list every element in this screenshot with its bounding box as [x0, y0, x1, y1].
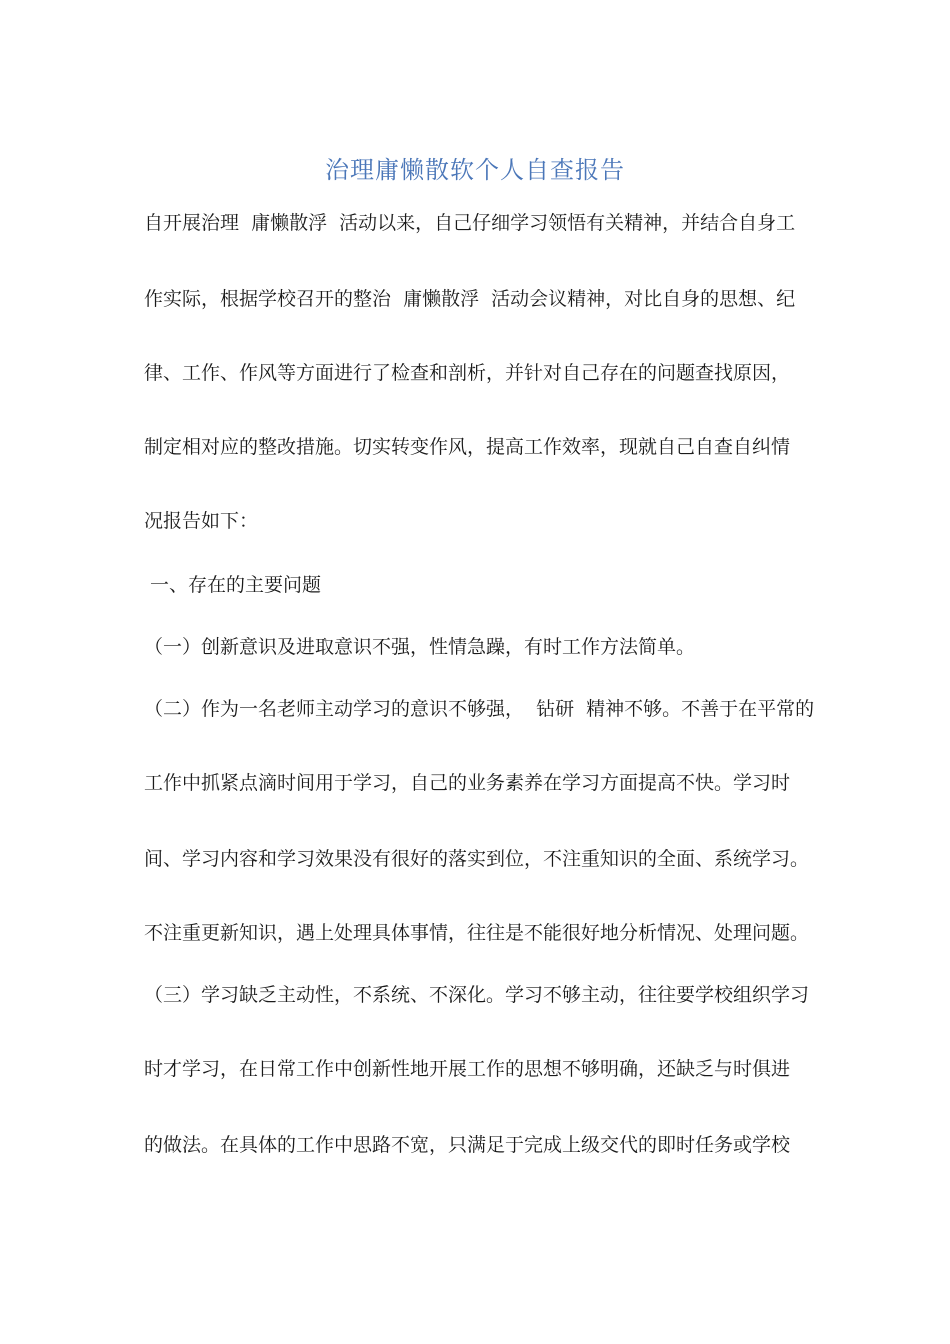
section-heading: 一、存在的主要问题 — [144, 574, 322, 596]
body-line: 的做法。在具体的工作中思路不宽，只满足于完成上级交代的即时任务或学校 — [144, 1134, 791, 1156]
body-line: 工作中抓紧点滴时间用于学习，自己的业务素养在学习方面提高不快。学习时 — [144, 772, 791, 794]
body-line: 况报告如下： — [144, 510, 259, 532]
body-line: （一）创新意识及进取意识不强，性情急躁，有时工作方法简单。 — [144, 636, 696, 658]
body-line: 作实际，根据学校召开的整治 庸懒散浮 活动会议精神，对比自身的思想、纪 — [144, 288, 796, 310]
body-line: 不注重更新知识，遇上处理具体事情，往往是不能很好地分析情况、处理问题。 — [144, 922, 810, 944]
body-line: 自开展治理 庸懒散浮 活动以来，自己仔细学习领悟有关精神，并结合自身工 — [144, 212, 796, 234]
body-line: （二）作为一名老师主动学习的意识不够强， 钻研 精神不够。不善于在平常的 — [144, 698, 815, 720]
body-line: （三）学习缺乏主动性，不系统、不深化。学习不够主动，往往要学校组织学习 — [144, 984, 810, 1006]
body-line: 间、学习内容和学习效果没有很好的落实到位，不注重知识的全面、系统学习。 — [144, 848, 810, 870]
body-line: 制定相对应的整改措施。切实转变作风，提高工作效率，现就自己自查自纠情 — [144, 436, 791, 458]
document-title: 治理庸懒散软个人自查报告 — [325, 156, 625, 184]
body-line: 律、工作、作风等方面进行了检查和剖析，并针对自己存在的问题查找原因， — [144, 362, 791, 384]
body-line: 时才学习，在日常工作中创新性地开展工作的思想不够明确，还缺乏与时俱进 — [144, 1058, 791, 1080]
